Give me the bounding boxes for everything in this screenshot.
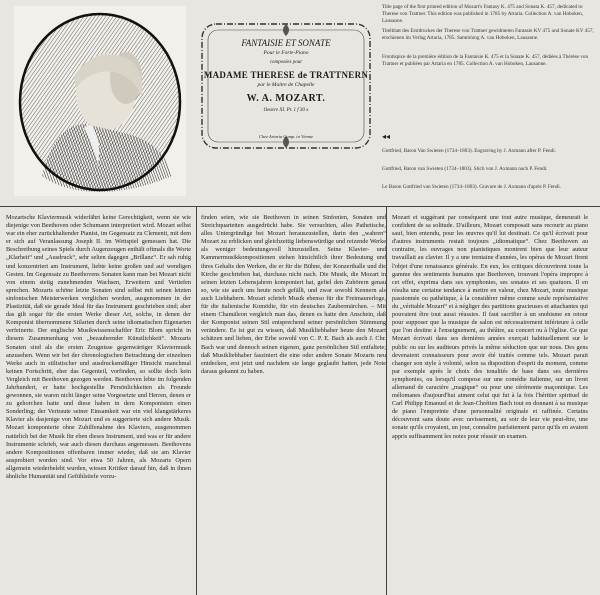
title-page-reproduction <box>200 22 372 150</box>
left-arrows-icon: ◂◂ <box>382 132 391 141</box>
horizontal-divider <box>0 206 600 207</box>
text-column-german-1 <box>6 214 191 590</box>
paragraph: Mozart et suggérant par conséquent une tout autre musique, demeurait le confident de sa solitude. D'ailleurs, Mozart composait sans recourir au piano sauf, bien entendu, pour les œuvres qu'il lui destinait. Ce qu'il écrivait pour d'autres instruments restait toujours „idiomatique“. Chez Beethoven au contraire, les ouvrages non pianistiques montrent bien que leur auteur travaillait au clavier. Il y a une trentaine d'années, les opéras de Mozart firent l'objet d'une renaissance générale. En eux, les critiques découvrirent toute la gamme des sentiments humains que Beethoven, trouvant l'opéra impropre à cet effet, exprima dans ses symphonies, ses sonates et ses quatuors. Il en résulta une certaine tendance à mettre en valeur, chez Mozart, toute musique passionnée ou pathétique, à la considérer même comme seule représentative du „véritable Mozart“ et à négliger des partitions gracieuses et attachantes qui pouvaient être tout aussi réussies. Il faut sacrifier à un snobisme en retour pour supposer que la musique de salon est nécessairement inférieure à celle que l'on destine à l'enseignement, au théâtre, au concert ou à l'église. Ce que Mozart écrivait dans ses dernières années exerçait habituellement sur le public ou sur les auditeurs privés la même séduction que sur nous. Des gens devenaient connaisseurs pour avoir été traités comme tels. Mozart parait changer son style à volonté, selon sa disposition d'esprit du moment, comme par exemple après le choix des tonalités de base dans ses dernières symphonies, ou lorsqu'il compose sur une comédie italienne, sur un livret allemand de caractère „magique“ ou pour une cérémonie maçonnique. Les mélomanes d'aujourd'hui aiment celui qui fut à la fois l'héritier spirituel de Carl Philipp Emanuel et de Jean-Chrétien Bach tout en donnant à sa musique de piano l'empreinte d'une personnalité originale et raffinée. Certains découvrent sans doute avec ravissement, au soir de leur vie peut-être, une sonate qu'ils croyaient, un jour, connaître parfaitement parce qu'ils en avaient appris suffisamment les notes pour réussir un examen. <box>392 214 588 440</box>
caption-title-page-en: Title page of the first printed edition of Mozart's Fantasy K. 475 and Sonata K. 457, dedicated to Therese von Trattner. This edition was published in 1785 by Artaria. Collection A. van Hoboken, Lausanne. <box>382 4 584 24</box>
caption-portrait-fr: Le Baron Gottfried van Swieten (1734–1803). Gravure de J. Axmann d'après P. Fendi. <box>382 184 561 190</box>
text-column-german-2 <box>201 214 386 590</box>
title-page-composer: W. A. MOZART. <box>246 93 326 104</box>
caption-title-page-de: Titelblatt des Erstdruckes der Therese von Trattner gewidmeten Fantasie KV 475 und Sonate KV 457, erschienen im Verlag Artaria, 1785. Sammlung A. van Hoboken, Lausanne. <box>382 28 594 41</box>
portrait-engraving-image <box>14 6 186 196</box>
title-page-line-1: FANTAISIE ET SONATE <box>241 38 331 48</box>
title-page-opus: Oeuvre XI. Pr. 1 f 30 x <box>263 108 309 113</box>
title-page-line-5: par le Maitre de Chapelle <box>257 82 315 88</box>
caption-portrait-de: Gottfried, Baron van Swieten (1734–1803). Stich von J. Axmann nach P. Fendi. <box>382 166 548 172</box>
column-divider-2 <box>386 206 387 595</box>
text-column-french <box>392 214 588 590</box>
title-page-dedicatee: MADAME THERESE de TRATTNERN <box>203 70 369 80</box>
title-page-publisher: Chez Artaria Comp. in Vienne <box>258 134 314 139</box>
paragraph: Mozartsche Klaviermusik widerfährt keine Gerechtigkeit, wenn sie wie diejenige von Beethoven oder Schumann interpretiert wird. Mozart selbst war ein eher zurückhaltender Pianist, im Gegensatz zu Clementi, mit dem er sich auf Veranlassung Joseph II. im Wettspiel gemessen hat. Die Beschreibung seines Spiels durch Augenzeugen enthält oftmals die Worte „Klarheit“ und „Ausdruck“, sehr selten dagegen „Brillanz“. Er sah ruhig und konzentriert am Instrument, liebte keine großen und auf wendigen Gesten. Im Gegensatz zu Beethovens Sonaten kann man bei Mozart nicht von einem stetig zunehmenden Wachsen, Erweitern und Vertiefen sprechen. Mozarts schöne letzte Sonaten sind selbst mit seinen letzten sinfonischen Meisterwerken verglichen worden, ausgenommen in der Plastizität, daß sie gerade Ideal für das Instrument geschrieben sind; aber das gilt sogar für die ersten Werke dieser Art, solche, in denen der Komponist übernommene Stilarten durch seine idiomatischen Eigenarten verfeinerte. Der englische Musikwissenschaftler Eric Blom spricht in diesem Zusammenhang von „bezaubernder Künstlichkeit“. Mozarts Sonaten sind als die ersten Zeugnisse gegenwärtiger Klaviermusik anzusehen. Wenn wir bei der chronologischen Betrachtung der einzelnen Werke auch in stilistischer und ausdrucksmäßiger Hinsicht manchmal keinen Fortschritt, eher das Gegenteil, vorfinden, so sollte doch kein Vergleich mit Beethoven gezogen werden. Beethoven lebte im folgenden Jahrhundert, er hatte hochgestellte Persönlichkeiten als Freunde gewonnen, sie waren nicht länger seine Vorgesetzte und Herren, denen er zu gehorchen hatte und diese haben in dem Komponisten einen Sonderling; der Vertraute seiner Einsamkeit war ein viel klangstärkeres Klavier als dasjenige von Mozart und es suggerierte sich andere Musik. Mozart komponierte ohne Zuhilfenahme des Klaviers, ausgenommen natürlich bei der Musik für eben dieses Instrument, und was er für andere Instrumente schrieb, war auch diesen durchaus angemessen. Beethovens andere Kompositionen offenbaren immer wieder, daß sie am Klavier ausprobiert worden sind. Vor etwa 50 Jahren, als Mozarts Opern allgemein wiederbelebt wurden, wiesen Kritiker darauf hin, daß in ihnen ähnliche Humanität und Gefühlstiefe vorzu- <box>6 214 191 480</box>
paragraph: finden seien, wie sie Beethoven in seinen Sinfonien, Sonaten und Streichquartetten ausgedrückt habe. Sie versuchten, alles Pathetische, alles Untergründige bei Mozart herauszustellen, darin den „wahren“ Mozart zu erblicken und gleichzeitig liebenswürdige und reizende Werke als weniger bedeutungsvoll hinzustellen. Seine Klavier- und Kammermusikkompositionen stehen hinsichtlich ihrer Bedeutung und ihres Gehalts den Werken, die er für die Bühne, der Konzerthalle und die Kirche geschrieben hat, durchaus nicht nach. Die Musik, die Mozart in seinen letzten Lebensjahren komponiert hat, gefiel den Zuhörern genau so, wie sie auch uns heute noch gefällt, und zwar sowohl Kennern als auch Liebhabern. Mozart schrieb Musik ebenso für die Freimaurerloge, für die italienische Komödie, für ein deutsches Zaubermärchen. – Mit einem Chamäleon vergleich man das, denen es hatte den Anschein, daß der Komponist seinen Stil entsprechend seiner persönlichen Stimmung verändere. Es ist gut zu wissen, daß Musikliebhaber heute den Mozart schätzen und lieben, der Erbe sowohl von C. P. E. Bach als auch J. Chr. Bach war und dennoch seinen eigenen, ganz persönlichen Stil entfaltete; daß Musikliebhaber fasziniert die eine oder andere Sonate Mozarts neu entdecken, erst jetzt und nachdem sie lange geglaubt hatten, jede Note daraus gekannt zu haben. <box>201 214 386 375</box>
title-page-line-2: Pour le Forte-Piano <box>263 50 309 56</box>
caption-title-page-fr: Frontispice de la première édition de la Fantaisie K. 475 et la Sonate K. 457, dédiées à Thérèse von Trattner et publiées par Artaria en 1785. Collection A. van Hoboken, Lausanne. <box>382 54 589 67</box>
title-page-line-3: composées pour <box>269 60 303 65</box>
caption-portrait-en: Gottfried, Baron Van Swieten (1734–1803). Engraving by J. Axmann after P. Fendi. <box>382 148 556 154</box>
column-divider-1 <box>196 206 197 595</box>
